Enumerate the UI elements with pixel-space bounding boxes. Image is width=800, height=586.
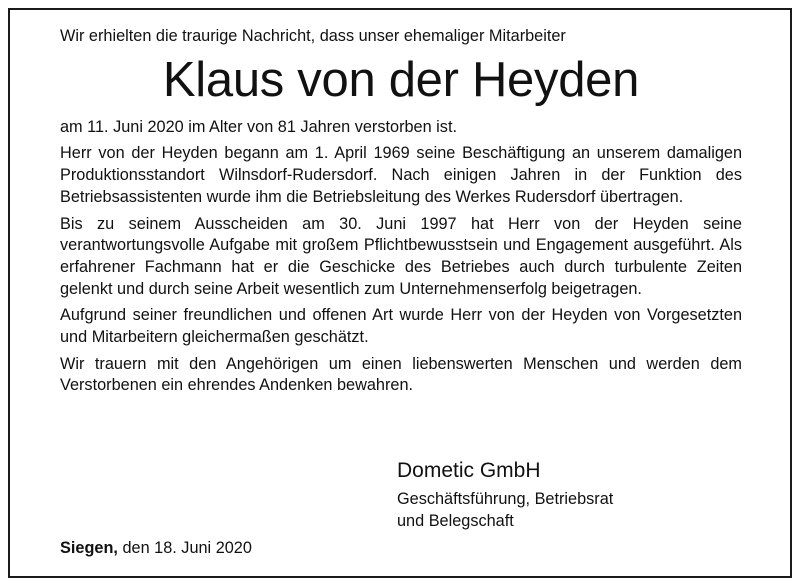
company-name: Dometic GmbH [397, 459, 541, 482]
place: Siegen, [60, 539, 118, 557]
place-and-date [60, 537, 252, 559]
signature-line-2: und Belegschaft [397, 511, 514, 530]
paragraph-mourning: Wir trauern mit den Angehörigen um einen liebenswerten Menschen und werden dem Verstorbenen ein ehrendes Andenken bewahren. [60, 354, 742, 395]
paragraph-career-start: Herr von der Heyden begann am 1. April 1969 seine Beschäftigung an unserem damaligen Produktionsstandort Wilnsdorf-Rudersdorf. Nach einigen Jahren in der Funktion des Betriebsassistenten wurde ihm die Betriebsleitung des Werkes Rudersdorf übertragen. [60, 144, 742, 206]
paragraph-death-date: am 11. Juni 2020 im Alter von 81 Jahren verstorben ist. [60, 117, 457, 136]
date: den 18. Juni 2020 [122, 539, 252, 557]
signature-line-1: Geschäftsführung, Betriebsrat [397, 490, 614, 508]
paragraph-character: Aufgrund seiner freundlichen und offenen Art wurde Herr von der Heyden von Vorgesetzten und Mitarbeitern gleichermaßen geschätzt. [60, 306, 742, 347]
paragraph-career-end: Bis zu seinem Ausscheiden am 30. Juni 1997 hat Herr von der Heyden seine verantwortungsvolle Aufgabe mit großem Pflichtbewusstsein und Engagement ausgeführt. Als erfahrener Fachmann hat er die Geschicke des Betriebes auch durch turbulente Zeiten gelenkt und durch seine Arbeit wesentlich zum Unternehmenserfolg beigetragen. [60, 214, 742, 298]
signature-block [397, 458, 613, 532]
intro-text: Wir erhielten die traurige Nachricht, dass unser ehemaliger Mitarbeiter [60, 27, 566, 45]
notice-body [60, 26, 742, 402]
deceased-name: Klaus von der Heyden [162, 52, 640, 107]
